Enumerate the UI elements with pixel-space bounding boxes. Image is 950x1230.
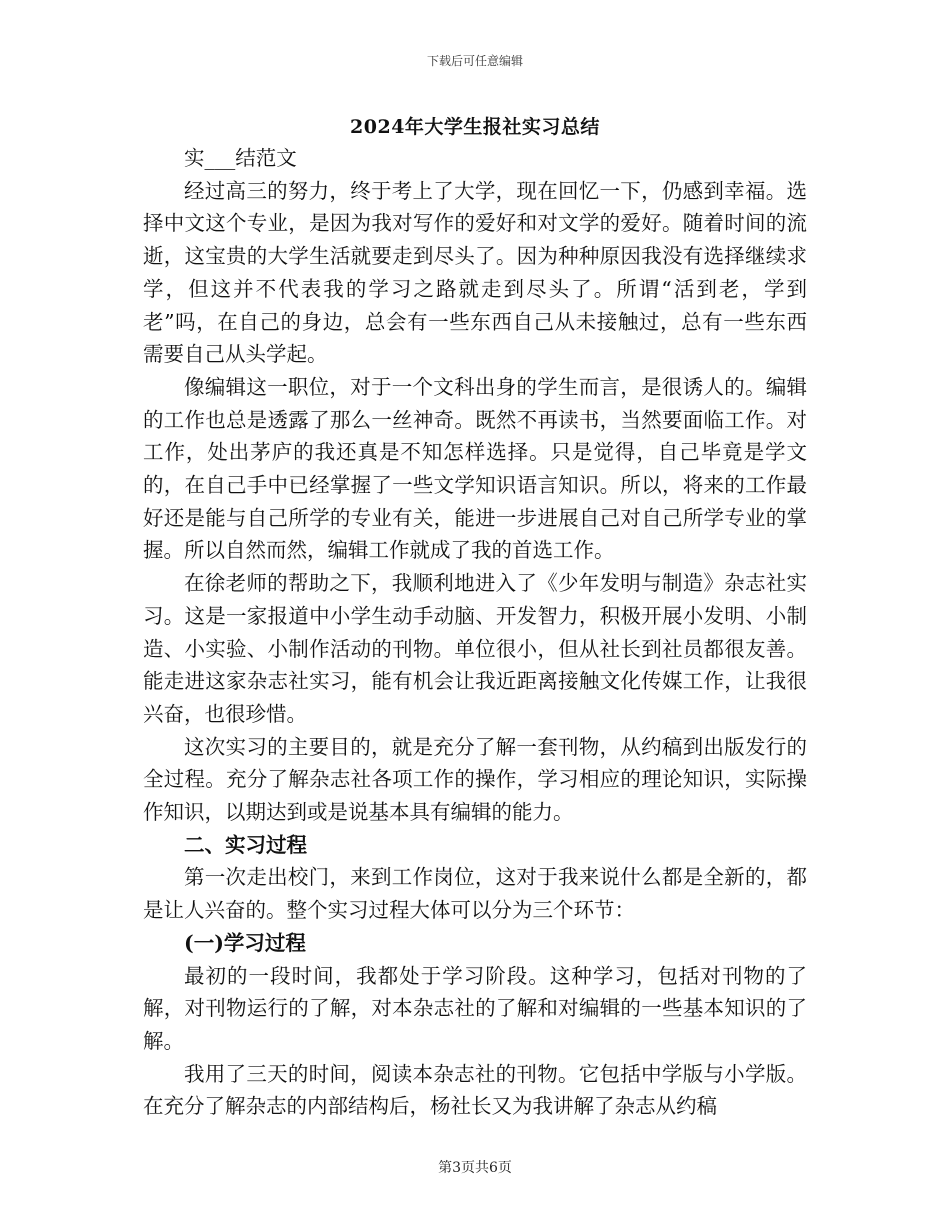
subtitle-line: 实___结范文 [184, 146, 297, 170]
section-heading: 二、实习过程 [184, 832, 307, 857]
paragraph: 第一次走出校门，来到工作岗位，这对于我来说什么都是全新的，都是让人兴奋的。整个实习过程大体可以分为三个环节： [143, 865, 807, 923]
page-header-note: 下载后可任意编辑 [426, 54, 523, 68]
paragraph: 像编辑这一职位，对于一个文科出身的学生而言，是很诱人的。编辑的工作也总是透露了那么一丝神奇。既然不再读书，当然要面临工作。对工作，处出茅庐的我还真是不知怎样选择。只是觉得，自己毕竟是学文的，在自己手中已经掌握了一些文学知识语言知识。所以，将来的工作最好还是能与自己所学的专业有关，能进一步进展自己对自己所学专业的掌握。所以自然而然，编辑工作就成了我的首选工作。 [143, 374, 807, 563]
paragraph: 在徐老师的帮助之下，我顺利地进入了《少年发明与制造》杂志社实习。这是一家报道中小学生动手动脑、开发智力，积极开展小发明、小制造、小实验、小制作活动的刊物。单位很小，但从社长到社员都很友善。能走进这家杂志社实习，能有机会让我近距离接触文化传媒工作，让我很兴奋，也很珍惜。 [143, 571, 807, 726]
paragraph: 我用了三天的时间，阅读本杂志社的刊物。它包括中学版与小学版。在充分了解杂志的内部结构后，杨社长又为我讲解了杂志从约稿 [143, 1061, 807, 1119]
subsection-heading: (一)学习过程 [184, 930, 306, 955]
paragraph: 最初的一段时间，我都处于学习阶段。这种学习，包括对刊物的了解，对刊物运行的了解，对本杂志社的了解和对编辑的一些基本知识的了解。 [143, 963, 807, 1053]
page-number: 第3页共6页 [438, 1160, 512, 1176]
document-body [143, 142, 807, 1123]
paragraph: 这次实习的主要目的，就是充分了解一套刊物，从约稿到出版发行的全过程。充分了解杂志社各项工作的操作，学习相应的理论知识，实际操作知识，以期达到或是说基本具有编辑的能力。 [143, 734, 807, 825]
paragraph: 经过高三的努力，终于考上了大学，现在回忆一下，仍感到幸福。选择中文这个专业，是因为我对写作的爱好和对文学的爱好。随着时间的流逝，这宝贵的大学生活就要走到尽头了。因为种种原因我没有选择继续求学，但这并不代表我的学习之路就走到尽头了。所谓“活到老，学到老”吗，在自己的身边，总会有一些东西自己从未接触过，总有一些东西需要自己从头学起。 [143, 178, 807, 367]
document-title: 2024年大学生报社实习总结 [350, 116, 600, 138]
